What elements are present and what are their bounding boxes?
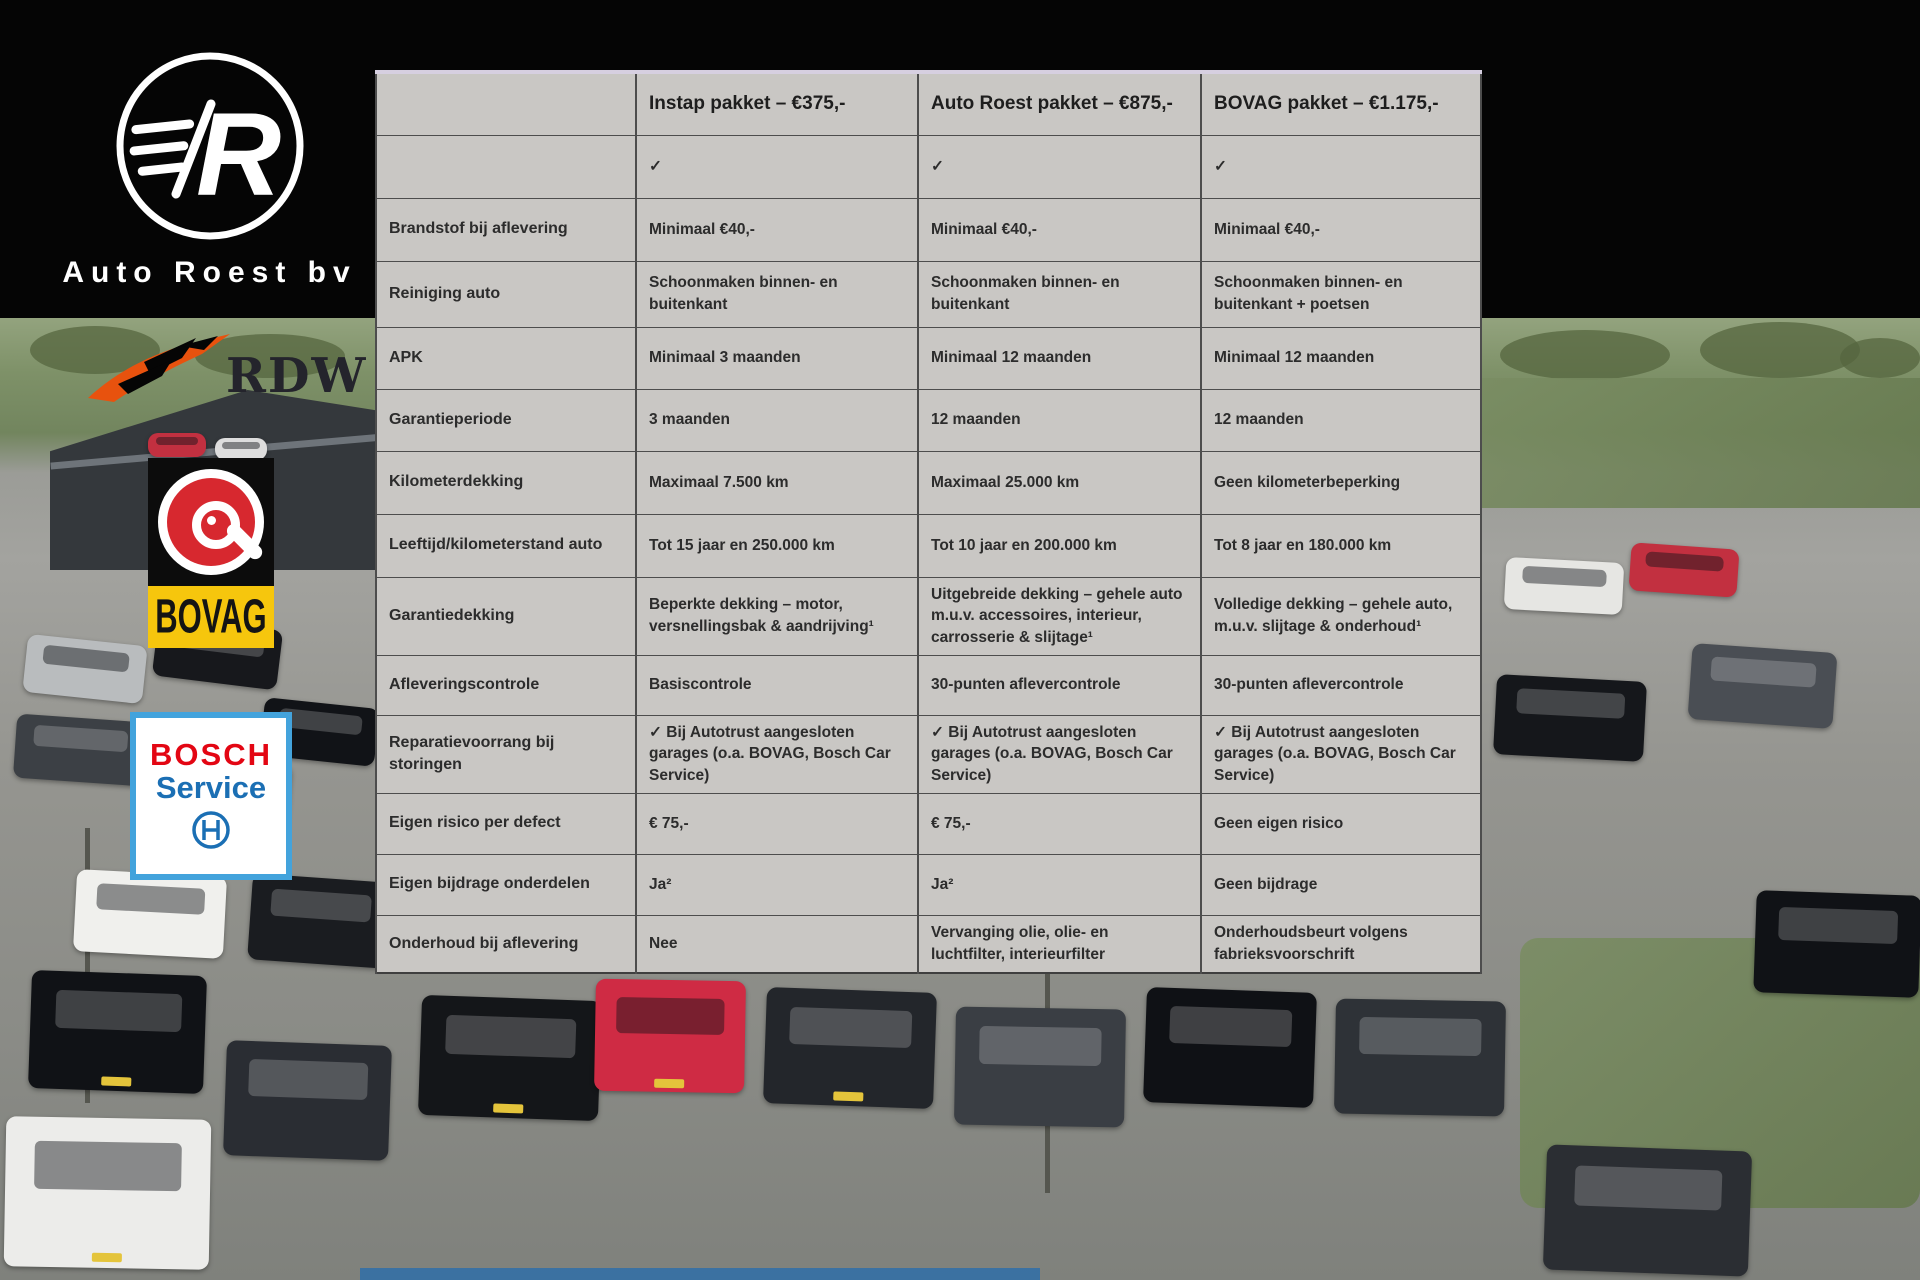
cell: Onderhoudsbeurt volgens fabrieksvoorschrift [1201, 915, 1481, 973]
license-plate [493, 1104, 523, 1114]
bovag-emblem-icon [148, 458, 274, 586]
row-label: Reiniging auto [376, 261, 636, 327]
background-car [148, 433, 206, 457]
cell: Geen bijdrage [1201, 854, 1481, 915]
background-car [223, 1040, 392, 1161]
cell: 3 maanden [636, 389, 918, 451]
bosch-service-wordmark: Service [155, 770, 267, 806]
table-row-kilometerdekking [376, 451, 1481, 514]
background-car [954, 1007, 1126, 1128]
cell: € 75,- [636, 793, 918, 854]
row-label: Brandstof bij aflevering [376, 198, 636, 261]
table-row-garantieperiode [376, 389, 1481, 451]
bovag-wordmark-band [148, 586, 274, 648]
table-row-reparatievoorrang [376, 715, 1481, 793]
blue-strip [360, 1268, 1040, 1280]
cell: Schoonmaken binnen- en buitenkant + poetsen [1201, 261, 1481, 327]
row-label: Kilometerdekking [376, 451, 636, 514]
bosch-service-logo [130, 712, 292, 880]
table-row-reiniging [376, 261, 1481, 327]
row-label: Eigen bijdrage onderdelen [376, 854, 636, 915]
cell: Vervanging olie, olie- en luchtfilter, interieurfilter [918, 915, 1201, 973]
cell: Volledige dekking – gehele auto, m.u.v. slijtage & onderhoud¹ [1201, 577, 1481, 655]
cell: € 75,- [918, 793, 1201, 854]
background-car [1504, 557, 1625, 615]
background-car [1628, 542, 1739, 597]
row-label: Eigen risico per defect [376, 793, 636, 854]
row-label: Leeftijd/kilometerstand auto [376, 514, 636, 577]
background-car [1688, 643, 1838, 729]
cell: ✓ Bij Autotrust aangesloten garages (o.a. BOVAG, Bosch Car Service) [1201, 715, 1481, 793]
background-car [215, 438, 267, 460]
cell: Nee [636, 915, 918, 973]
rdw-wordmark: RDW [226, 348, 368, 404]
bovag-wordmark: BOVAG [155, 589, 267, 644]
bovag-logo [148, 458, 274, 648]
auto-roest-logo-icon [110, 46, 310, 246]
cell: Beperkte dekking – motor, versnellingsbak & aandrijving¹ [636, 577, 918, 655]
background-car [1493, 674, 1647, 762]
included-check: ✓ [636, 135, 918, 198]
table-row-eigen-risico [376, 793, 1481, 854]
cell: ✓ Bij Autotrust aangesloten garages (o.a. BOVAG, Bosch Car Service) [918, 715, 1201, 793]
license-plate [101, 1077, 131, 1087]
license-plate [654, 1078, 684, 1088]
cell: Minimaal €40,- [1201, 198, 1481, 261]
cell: Uitgebreide dekking – gehele auto m.u.v. accessoires, interieur, carrosserie & slijtage¹ [918, 577, 1201, 655]
background-car [594, 979, 746, 1094]
cell: Minimaal €40,- [636, 198, 918, 261]
cell: Ja² [636, 854, 918, 915]
table-row-afleveringscontrole [376, 655, 1481, 715]
background-car [247, 873, 393, 969]
cell: Minimaal 12 maanden [1201, 327, 1481, 389]
cell: Geen eigen risico [1201, 793, 1481, 854]
background-car [4, 1116, 212, 1270]
cell: Maximaal 25.000 km [918, 451, 1201, 514]
bosch-armature-icon [188, 807, 234, 853]
column-header-bovag-pakket: BOVAG pakket – €1.175,- [1201, 72, 1481, 135]
cell: Minimaal €40,- [918, 198, 1201, 261]
rdw-swoosh-icon [84, 332, 234, 424]
cell: Geen kilometerbeperking [1201, 451, 1481, 514]
background-car [1753, 890, 1920, 998]
table-row-brandstof [376, 198, 1481, 261]
table-row-included [376, 135, 1481, 198]
row-label [376, 135, 636, 198]
background-car [13, 714, 147, 787]
tree-shape [1700, 322, 1860, 378]
row-label: Garantieperiode [376, 389, 636, 451]
bosch-wordmark: BOSCH [150, 737, 272, 773]
package-comparison-table [375, 70, 1482, 974]
background-car [1143, 987, 1317, 1108]
cell: Minimaal 12 maanden [918, 327, 1201, 389]
row-label: Onderhoud bij aflevering [376, 915, 636, 973]
table-row-apk [376, 327, 1481, 389]
cell: Ja² [918, 854, 1201, 915]
cell: ✓ Bij Autotrust aangesloten garages (o.a. BOVAG, Bosch Car Service) [636, 715, 918, 793]
table-row-eigen-bijdrage [376, 854, 1481, 915]
background-car [418, 995, 602, 1121]
table-header-row [376, 72, 1481, 135]
tree-shape [1840, 338, 1920, 378]
cell: Maximaal 7.500 km [636, 451, 918, 514]
background-car [28, 970, 207, 1094]
background-car [73, 869, 227, 959]
table-row-leeftijd [376, 514, 1481, 577]
row-label: Afleveringscontrole [376, 655, 636, 715]
row-label: Reparatievoorrang bij storingen [376, 715, 636, 793]
cell: Schoonmaken binnen- en buitenkant [636, 261, 918, 327]
included-check: ✓ [1201, 135, 1481, 198]
auto-roest-logo-box [47, 0, 372, 318]
row-label: APK [376, 327, 636, 389]
cell: 12 maanden [918, 389, 1201, 451]
grass-patch [1480, 378, 1920, 508]
background-car [763, 987, 937, 1109]
cell: Schoonmaken binnen- en buitenkant [918, 261, 1201, 327]
background-car [1543, 1144, 1752, 1276]
cell: Tot 10 jaar en 200.000 km [918, 514, 1201, 577]
table-row-garantiedekking [376, 577, 1481, 655]
background-car [22, 634, 147, 704]
cell: 12 maanden [1201, 389, 1481, 451]
rdw-logo [84, 332, 414, 432]
cell: Basiscontrole [636, 655, 918, 715]
cell: 30-punten aflevercontrole [1201, 655, 1481, 715]
background-car [1334, 999, 1506, 1117]
cell: 30-punten aflevercontrole [918, 655, 1201, 715]
license-plate [91, 1253, 121, 1263]
svg-text:R: R [196, 89, 282, 221]
table-row-onderhoud [376, 915, 1481, 973]
cell: Tot 8 jaar en 180.000 km [1201, 514, 1481, 577]
included-check: ✓ [918, 135, 1201, 198]
cell: Minimaal 3 maanden [636, 327, 918, 389]
bovag-ring-dot [207, 516, 216, 525]
row-label: Garantiedekking [376, 577, 636, 655]
tree-shape [1500, 330, 1670, 380]
cell: Tot 15 jaar en 250.000 km [636, 514, 918, 577]
column-header-feature [376, 72, 636, 135]
column-header-auto-roest-pakket: Auto Roest pakket – €875,- [918, 72, 1201, 135]
column-header-instap-pakket: Instap pakket – €375,- [636, 72, 918, 135]
company-name: Auto Roest bv [62, 256, 357, 289]
license-plate [833, 1092, 863, 1102]
